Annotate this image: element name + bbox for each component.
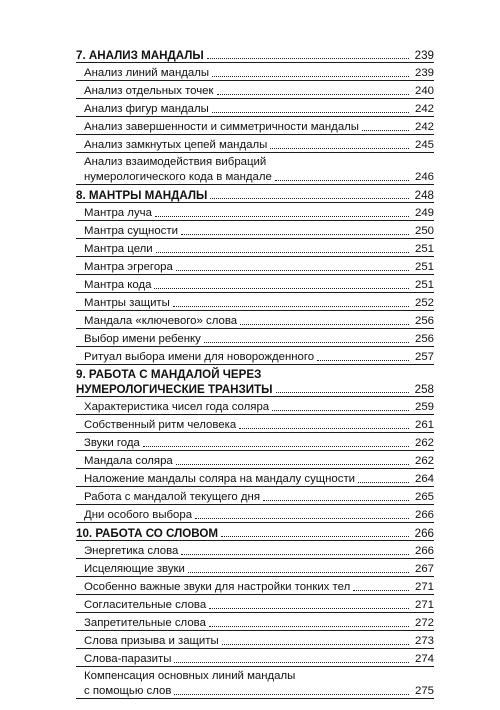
toc-page-number: 259 xyxy=(414,401,434,413)
toc-entry-line xyxy=(84,649,434,666)
toc-entry-line xyxy=(84,613,434,630)
toc-page-number: 258 xyxy=(414,383,434,396)
dot-leader xyxy=(174,694,409,695)
toc-entry-title: Мандала соляра xyxy=(84,455,173,467)
toc-page-number: 249 xyxy=(414,207,434,219)
toc-page-number: 271 xyxy=(414,581,434,593)
toc-page-number: 256 xyxy=(414,333,434,345)
toc-section-entry[interactable] xyxy=(76,667,434,699)
dot-leader xyxy=(209,608,409,609)
toc-entry-line xyxy=(84,203,434,220)
toc-page-number: 271 xyxy=(414,599,434,611)
toc-section-entry[interactable] xyxy=(76,631,434,649)
toc-section-entry[interactable] xyxy=(76,649,434,667)
toc-page-number: 251 xyxy=(414,279,434,291)
dot-leader xyxy=(181,554,409,555)
toc-page-number: 251 xyxy=(414,243,434,255)
toc-entry-line xyxy=(84,311,434,328)
toc-section-entry[interactable] xyxy=(76,275,434,293)
dot-leader xyxy=(358,482,409,483)
toc-entry-line xyxy=(84,99,434,116)
toc-entry-title: Звуки года xyxy=(84,437,140,449)
toc-entry-title: Анализ взаимодействия вибраций xyxy=(84,156,267,168)
toc-entry-line xyxy=(76,45,434,62)
dot-leader xyxy=(217,94,410,95)
toc-section-entry[interactable] xyxy=(76,613,434,631)
toc-page-number: 272 xyxy=(414,617,434,629)
toc-entry-line xyxy=(84,505,434,522)
toc-entry-title: Мантра цели xyxy=(84,243,153,255)
toc-entry-title: Выбор имени ребенку xyxy=(84,333,201,345)
toc-page-number: 252 xyxy=(414,297,434,309)
dot-leader xyxy=(240,324,409,325)
toc-entry-line xyxy=(76,523,434,540)
toc-entry-title: Анализ отдельных точек xyxy=(84,85,214,97)
toc-section-entry[interactable] xyxy=(76,311,434,329)
toc-page-number: 240 xyxy=(414,85,434,97)
dot-leader xyxy=(207,58,409,59)
toc-section-entry[interactable] xyxy=(76,99,434,117)
toc-entry-title: Энергетика слова xyxy=(84,545,179,557)
toc-entry-line xyxy=(84,451,434,468)
toc-page-number: 246 xyxy=(414,171,434,183)
toc-entry-title: Мантра сущности xyxy=(84,225,178,237)
dot-leader xyxy=(210,198,409,199)
toc-entry-line xyxy=(84,347,434,364)
toc-section-entry[interactable] xyxy=(76,505,434,523)
toc-page-number: 265 xyxy=(414,491,434,503)
toc-entry-title: 8. МАНТРЫ МАНДАЛЫ xyxy=(76,189,208,202)
dot-leader xyxy=(212,76,409,77)
toc-page-number: 239 xyxy=(414,67,434,79)
toc-chapter-entry[interactable] xyxy=(76,365,434,397)
toc-entry-title: 9. РАБОТА С МАНДАЛОЙ ЧЕРЕЗ xyxy=(76,368,262,381)
toc-entry-line xyxy=(84,667,434,683)
toc-entry-line xyxy=(84,559,434,576)
toc-entry-title: нумерологического кода в мандале xyxy=(84,171,272,183)
dot-leader xyxy=(353,590,409,591)
toc-entry-line xyxy=(84,63,434,80)
toc-entry-title: Мантры защиты xyxy=(84,297,170,309)
toc-entry-line xyxy=(84,221,434,238)
toc-section-entry[interactable] xyxy=(76,203,434,221)
toc-entry-title: 10. РАБОТА СО СЛОВОМ xyxy=(76,527,219,540)
toc-entry-line xyxy=(84,541,434,558)
toc-section-entry[interactable] xyxy=(76,541,434,559)
toc-entry-title: Ритуал выбора имени для новорожденного xyxy=(84,351,315,363)
dot-leader xyxy=(143,446,409,447)
toc-entry-title: Собственный ритм человека xyxy=(84,419,237,431)
toc-entry-line xyxy=(84,153,434,169)
toc-page-number: 273 xyxy=(414,635,434,647)
toc-page-number: 245 xyxy=(414,139,434,151)
toc-section-entry[interactable] xyxy=(76,329,434,347)
toc-page-number: 261 xyxy=(414,419,434,431)
dot-leader xyxy=(188,572,409,573)
toc-entry-title: НУМЕРОЛОГИЧЕСКИЕ ТРАНЗИТЫ xyxy=(76,383,273,396)
toc-page-number: 239 xyxy=(414,49,434,62)
toc-entry-line xyxy=(84,631,434,648)
toc-entry-title: Анализ завершенности и симметричности мандалы xyxy=(84,121,359,133)
table-of-contents xyxy=(76,45,434,699)
toc-entry-title: Мантра эгрегора xyxy=(84,261,173,273)
toc-entry-title: Исцеляющие звуки xyxy=(84,563,185,575)
toc-entry-title: с помощью слов xyxy=(84,685,172,697)
toc-entry-title: Компенсация основных линий мандалы xyxy=(84,670,296,682)
toc-section-entry[interactable] xyxy=(76,239,434,257)
toc-entry-title: Особенно важные звуки для настройки тонких тел xyxy=(84,581,351,593)
dot-leader xyxy=(154,288,409,289)
toc-entry-line xyxy=(76,185,434,202)
toc-section-entry[interactable] xyxy=(76,433,434,451)
toc-entry-line xyxy=(84,433,434,450)
toc-section-entry[interactable] xyxy=(76,257,434,275)
toc-chapter-entry[interactable] xyxy=(76,45,434,63)
toc-page-number: 250 xyxy=(414,225,434,237)
toc-entry-title: Работа с мандалой текущего дня xyxy=(84,491,261,503)
dot-leader xyxy=(155,216,409,217)
dot-leader xyxy=(209,626,409,627)
toc-entry-title: Слова-паразиты xyxy=(84,653,172,665)
toc-entry-line xyxy=(84,577,434,594)
toc-section-entry[interactable] xyxy=(76,293,434,311)
toc-entry-line xyxy=(84,117,434,134)
dot-leader xyxy=(181,234,409,235)
dot-leader xyxy=(275,180,409,181)
toc-chapter-entry[interactable] xyxy=(76,185,434,203)
toc-entry-title: 7. АНАЛИЗ МАНДАЛЫ xyxy=(76,49,204,62)
toc-entry-line xyxy=(84,595,434,612)
toc-page-number: 266 xyxy=(414,545,434,557)
toc-page-number: 256 xyxy=(414,315,434,327)
dot-leader xyxy=(176,464,409,465)
toc-section-entry[interactable] xyxy=(76,487,434,505)
dot-leader xyxy=(174,662,409,663)
toc-entry-title: Запретительные слова xyxy=(84,617,206,629)
toc-entry-line xyxy=(76,365,434,381)
toc-entry-title: Дни особого выбора xyxy=(84,509,193,521)
toc-entry-title: Анализ замкнутых цепей мандалы xyxy=(84,139,268,151)
toc-entry-title: Мандала «ключевого» слова xyxy=(84,315,238,327)
toc-entry-title: Мантра луча xyxy=(84,207,152,219)
dot-leader xyxy=(173,306,409,307)
toc-entry-line xyxy=(84,257,434,274)
dot-leader xyxy=(270,148,409,149)
dot-leader xyxy=(239,428,409,429)
toc-entry-line xyxy=(84,683,434,698)
toc-page-number: 274 xyxy=(414,653,434,665)
toc-page-number: 257 xyxy=(414,351,434,363)
toc-section-entry[interactable] xyxy=(76,347,434,365)
toc-section-entry[interactable] xyxy=(76,117,434,135)
toc-page-number: 242 xyxy=(414,103,434,115)
dot-leader xyxy=(204,342,409,343)
toc-entry-title: Анализ линий мандалы xyxy=(84,67,210,79)
toc-entry-line xyxy=(84,329,434,346)
toc-entry-line xyxy=(76,381,434,396)
dot-leader xyxy=(362,130,409,131)
toc-entry-line xyxy=(84,415,434,432)
toc-page-number: 248 xyxy=(414,189,434,202)
toc-page-number: 275 xyxy=(414,685,434,697)
dot-leader xyxy=(263,500,409,501)
toc-chapter-entry[interactable] xyxy=(76,523,434,541)
toc-section-entry[interactable] xyxy=(76,221,434,239)
dot-leader xyxy=(195,518,409,519)
toc-page-number: 262 xyxy=(414,455,434,467)
dot-leader xyxy=(221,536,409,537)
dot-leader xyxy=(272,410,409,411)
toc-section-entry[interactable] xyxy=(76,135,434,153)
dot-leader xyxy=(222,644,409,645)
toc-page-number: 262 xyxy=(414,437,434,449)
toc-entry-line xyxy=(84,275,434,292)
toc-entry-title: Характеристика чисел года соляра xyxy=(84,401,270,413)
toc-entry-line xyxy=(84,487,434,504)
toc-entry-title: Согласительные слова xyxy=(84,599,207,611)
toc-entry-title: Наложение мандалы соляра на мандалу сущности xyxy=(84,473,356,485)
toc-section-entry[interactable] xyxy=(76,415,434,433)
toc-entry-line xyxy=(84,169,434,184)
toc-section-entry[interactable] xyxy=(76,559,434,577)
toc-section-entry[interactable] xyxy=(76,577,434,595)
toc-page-number: 266 xyxy=(414,509,434,521)
toc-entry-line xyxy=(84,293,434,310)
toc-section-entry[interactable] xyxy=(76,153,434,185)
dot-leader xyxy=(176,270,409,271)
toc-entry-title: Анализ фигур мандалы xyxy=(84,103,209,115)
toc-entry-line xyxy=(84,239,434,256)
toc-section-entry[interactable] xyxy=(76,81,434,99)
toc-entry-title: Мантра кода xyxy=(84,279,152,291)
toc-entry-line xyxy=(84,469,434,486)
toc-page-number: 267 xyxy=(414,563,434,575)
dot-leader xyxy=(317,360,409,361)
toc-entry-line xyxy=(84,397,434,414)
toc-section-entry[interactable] xyxy=(76,469,434,487)
toc-page-number: 251 xyxy=(414,261,434,273)
toc-section-entry[interactable] xyxy=(76,63,434,81)
toc-section-entry[interactable] xyxy=(76,451,434,469)
toc-entry-line xyxy=(84,81,434,98)
toc-entry-line xyxy=(84,135,434,152)
toc-entry-title: Слова призыва и защиты xyxy=(84,635,219,647)
toc-page-number: 264 xyxy=(414,473,434,485)
dot-leader xyxy=(212,112,409,113)
dot-leader xyxy=(156,252,409,253)
toc-page-number: 242 xyxy=(414,121,434,133)
toc-page-number: 266 xyxy=(414,527,434,540)
toc-section-entry[interactable] xyxy=(76,595,434,613)
toc-section-entry[interactable] xyxy=(76,397,434,415)
dot-leader xyxy=(276,392,409,393)
